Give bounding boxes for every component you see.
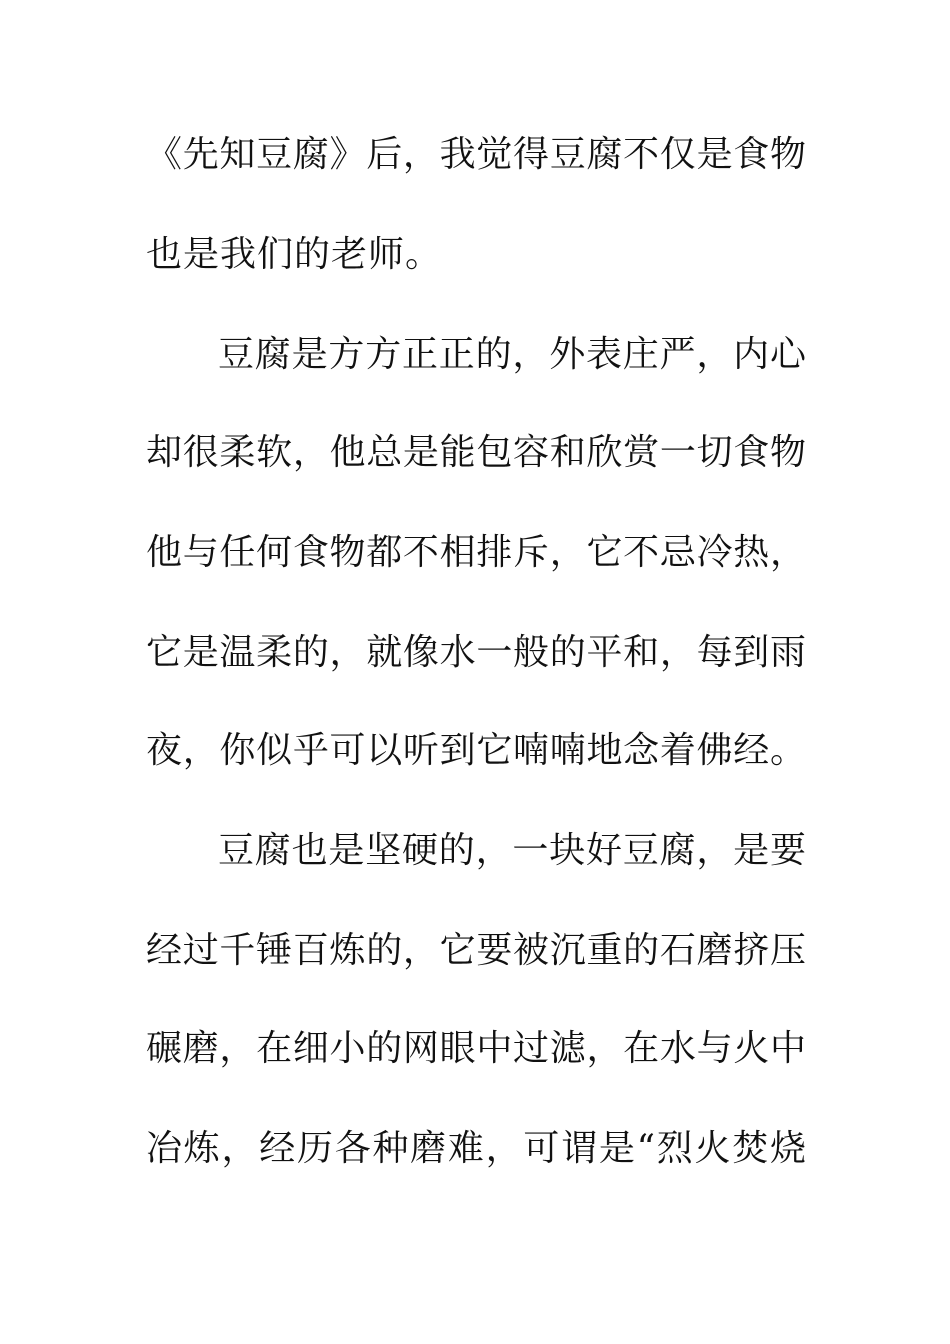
text-line-5: 他与任何食物都不相排斥，它不忌冷热， [146,532,806,573]
text-line-11: 冶炼，经历各种磨难，可谓是“烈火焚烧 [146,1128,806,1169]
text-line-10: 碾磨，在细小的网眼中过滤，在水与火中 [146,1028,806,1069]
text-line-4: 却很柔软，他总是能包容和欣赏一切食物 [146,432,806,473]
text-line-2: 也是我们的老师。 [146,234,443,275]
text-line-7: 夜，你似乎可以听到它喃喃地念着佛经。 [146,730,806,771]
text-line-1: 《先知豆腐》后，我觉得豆腐不仅是食物 [146,134,806,175]
text-line-9: 经过千锤百炼的，它要被沉重的石磨挤压 [146,930,806,971]
text-line-8: 豆腐也是坚硬的，一块好豆腐，是要 [218,830,806,871]
text-line-6: 它是温柔的，就像水一般的平和，每到雨 [146,632,806,673]
text-line-3: 豆腐是方方正正的，外表庄严，内心 [218,334,806,375]
